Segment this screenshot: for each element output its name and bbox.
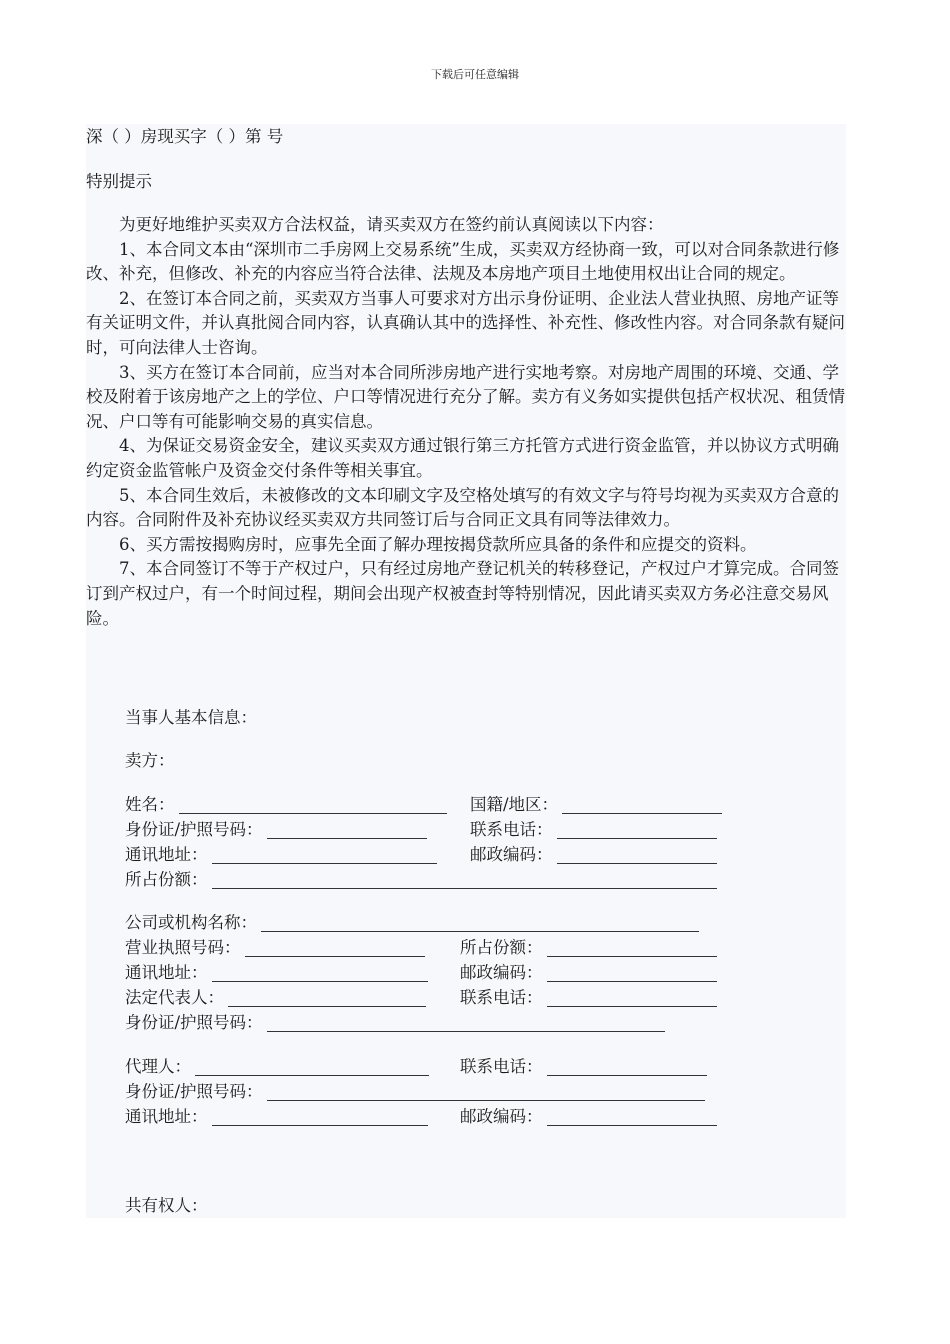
- agent-phone-blank[interactable]: [547, 1061, 707, 1076]
- seller-share-label: 所占份额：: [125, 870, 208, 889]
- seller-nationality-blank[interactable]: [562, 799, 722, 814]
- license-no-label: 营业执照号码：: [125, 938, 241, 957]
- seller-id-field[interactable]: [125, 822, 427, 839]
- company-phone-blank[interactable]: [547, 992, 717, 1007]
- company-address-label: 通讯地址：: [125, 963, 208, 982]
- seller-name-field[interactable]: [125, 797, 447, 814]
- company-share-blank[interactable]: [547, 942, 717, 957]
- notice-item-4: 4、为保证交易资金安全，建议买卖双方通过银行第三方托管方式进行资金监管，并以协议方式明确约定资金监管帐户及资金交付条件等相关事宜。: [86, 436, 839, 480]
- agent-postcode-blank[interactable]: [547, 1111, 717, 1126]
- notice-title: 特别提示: [86, 172, 152, 191]
- seller-id-label: 身份证/护照号码：: [125, 820, 263, 839]
- company-postcode-label: 邮政编码：: [460, 963, 543, 982]
- notice-item-6: 6、买方需按揭购房时，应事先全面了解办理按揭贷款所应具备的条件和应提交的资料。: [119, 534, 757, 554]
- header-note: 下载后可任意编辑: [431, 68, 519, 81]
- agent-address-blank[interactable]: [212, 1111, 428, 1126]
- notice-item-7: 7、本合同签订不等于产权过户，只有经过房地产登记机关的转移登记，产权过户才算完成。合同签订到产权过户，有一个时间过程，期间会出现产权被查封等特别情况，因此请买卖双方务必注意交易风险。: [86, 559, 839, 628]
- company-phone-field[interactable]: [460, 990, 717, 1007]
- agent-address-label: 通讯地址：: [125, 1107, 208, 1126]
- seller-phone-blank[interactable]: [557, 824, 717, 839]
- agent-phone-label: 联系电话：: [460, 1057, 543, 1076]
- company-phone-label: 联系电话：: [460, 988, 543, 1007]
- seller-address-blank[interactable]: [212, 849, 437, 864]
- seller-share-field[interactable]: [125, 872, 717, 889]
- company-address-field[interactable]: [125, 965, 428, 982]
- agent-label: 代理人：: [125, 1057, 191, 1076]
- contract-number: 深（ ）房现买字（ ）第 号: [86, 127, 284, 146]
- seller-name-label: 姓名：: [125, 795, 175, 814]
- legal-rep-blank[interactable]: [228, 992, 426, 1007]
- legal-rep-field[interactable]: [125, 990, 426, 1007]
- company-name-blank[interactable]: [261, 917, 699, 932]
- company-name-field[interactable]: [125, 915, 699, 932]
- intro-paragraph: 为更好地维护买卖双方合法权益，请买卖双方在签约前认真阅读以下内容：: [119, 215, 664, 234]
- notice-item-2: 2、在签订本合同之前，买卖双方当事人可要求对方出示身份证明、企业法人营业执照、房地产证等有关证明文件，并认真批阅合同内容，认真确认其中的选择性、补充性、修改性内容。对合同条款有疑问时，可向法律人士咨询。: [86, 288, 845, 357]
- agent-address-field[interactable]: [125, 1109, 428, 1126]
- notice-body: [86, 213, 854, 631]
- agent-phone-field[interactable]: [460, 1059, 707, 1076]
- agent-postcode-label: 邮政编码：: [460, 1107, 543, 1126]
- company-id-field[interactable]: [125, 1015, 665, 1032]
- seller-postcode-blank[interactable]: [557, 849, 717, 864]
- seller-id-blank[interactable]: [267, 824, 427, 839]
- seller-nationality-label: 国籍/地区：: [470, 795, 559, 814]
- seller-phone-label: 联系电话：: [470, 820, 553, 839]
- license-no-blank[interactable]: [245, 942, 425, 957]
- seller-name-blank[interactable]: [179, 799, 447, 814]
- seller-postcode-field[interactable]: [470, 847, 717, 864]
- notice-item-3: 3、买方在签订本合同前，应当对本合同所涉房地产进行实地考察。对房地产周围的环境、交通、学校及附着于该房地产之上的学位、户口等情况进行充分了解。卖方有义务如实提供包括产权状况、租赁情况、户口等有可能影响交易的真实信息。: [86, 362, 845, 431]
- company-address-blank[interactable]: [212, 967, 428, 982]
- seller-address-label: 通讯地址：: [125, 845, 208, 864]
- seller-postcode-label: 邮政编码：: [470, 845, 553, 864]
- agent-id-blank[interactable]: [267, 1086, 705, 1101]
- company-id-blank[interactable]: [267, 1017, 665, 1032]
- legal-rep-label: 法定代表人：: [125, 988, 224, 1007]
- seller-phone-field[interactable]: [470, 822, 717, 839]
- seller-share-blank[interactable]: [212, 874, 717, 889]
- company-share-label: 所占份额：: [460, 938, 543, 957]
- company-postcode-field[interactable]: [460, 965, 717, 982]
- company-postcode-blank[interactable]: [547, 967, 717, 982]
- seller-address-field[interactable]: [125, 847, 437, 864]
- agent-id-field[interactable]: [125, 1084, 705, 1101]
- parties-title: 当事人基本信息：: [125, 708, 257, 727]
- notice-item-1: 1、本合同文本由“深圳市二手房网上交易系统”生成，买卖双方经协商一致，可以对合同条款进行修改、补充，但修改、补充的内容应当符合法律、法规及本房地产项目土地使用权出让合同的规定。: [86, 239, 840, 284]
- agent-field[interactable]: [125, 1059, 429, 1076]
- license-no-field[interactable]: [125, 940, 425, 957]
- notice-item-5: 5、本合同生效后，未被修改的文本印刷文字及空格处填写的有效文字与符号均视为买卖双方合意的内容。合同附件及补充协议经买卖双方共同签订后与合同正文具有同等法律效力。: [86, 485, 839, 530]
- agent-blank[interactable]: [195, 1061, 429, 1076]
- seller-nationality-field[interactable]: [470, 797, 722, 814]
- agent-id-label: 身份证/护照号码：: [125, 1082, 263, 1101]
- agent-postcode-field[interactable]: [460, 1109, 717, 1126]
- company-share-field[interactable]: [460, 940, 717, 957]
- company-id-label: 身份证/护照号码：: [125, 1013, 263, 1032]
- seller-title: 卖方：: [125, 751, 175, 770]
- company-name-label: 公司或机构名称：: [125, 913, 257, 932]
- co-owner-title: 共有权人：: [125, 1196, 208, 1215]
